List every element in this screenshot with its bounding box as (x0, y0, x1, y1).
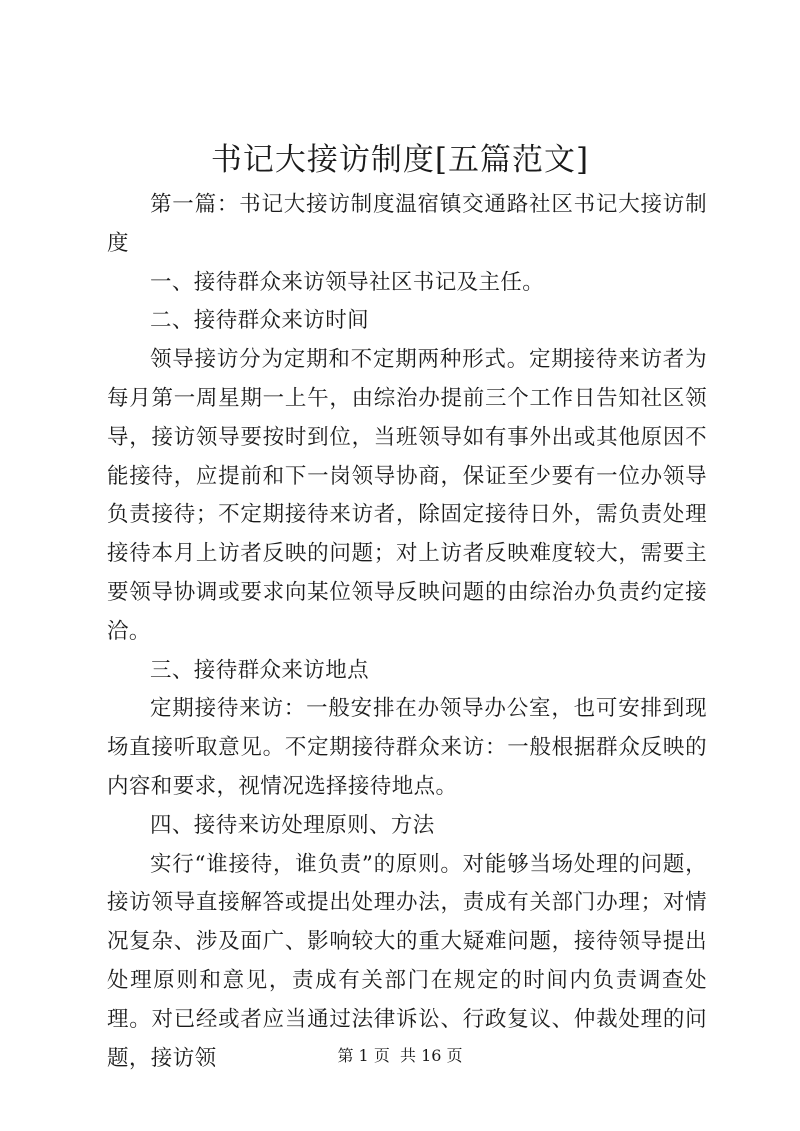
paragraph-section-2-heading: 二、接待群众来访时间 (150, 308, 370, 334)
paragraph-section-4-heading: 四、接待来访处理原则、方法 (150, 812, 435, 838)
paragraph-section-2-body: 领导接访分为定期和不定期两种形式。定期接待来访者为每月第一周星期一上午，由综治办提前三个工作日告知社区领导，接访领导要按时到位，当班领导如有事外出或其他原因不能接待，应提前和下一岗领导协商，保证至少要有一位办领导负责接待；不定期接待来访者，除固定接待日外，需负责处理接待本月上访者反映的问题；对上访者反映难度较大，需要主要领导协调或要求向某位领导反映问题的由综治办负责约定接洽。 (107, 347, 707, 644)
paragraph-heading-first-chapter: 第一篇：书记大接访制度温宿镇交通路社区书记大接访制度 (107, 192, 707, 256)
paragraph-section-1: 一、接待群众来访领导社区书记及主任。 (150, 269, 545, 295)
paragraph-section-3-heading: 三、接待群众来访地点 (150, 657, 370, 683)
page-footer (0, 1046, 800, 1066)
document-title: 书记大接访制度[五篇范文] (210, 142, 590, 178)
page-number-label: 第 1 页 共 16 页 (337, 1046, 463, 1065)
paragraph-section-3-body: 定期接待来访：一般安排在办领导办公室，也可安排到现场直接听取意见。不定期接待群众来访：一般根据群众反映的内容和要求，视情况选择接待地点。 (107, 696, 707, 799)
document-body (107, 186, 707, 1078)
paragraph-section-4-body: 实行“谁接待，谁负责”的原则。对能够当场处理的问题，接访领导直接解答或提出处理办法，责成有关部门办理；对情况复杂、涉及面广、影响较大的重大疑难问题，接待领导提出处理原则和意见，责成有关部门在规定的时间内负责调查处理。对已经或者应当通过法律诉讼、行政复议、仲裁处理的问题，接访领 (107, 851, 707, 1071)
